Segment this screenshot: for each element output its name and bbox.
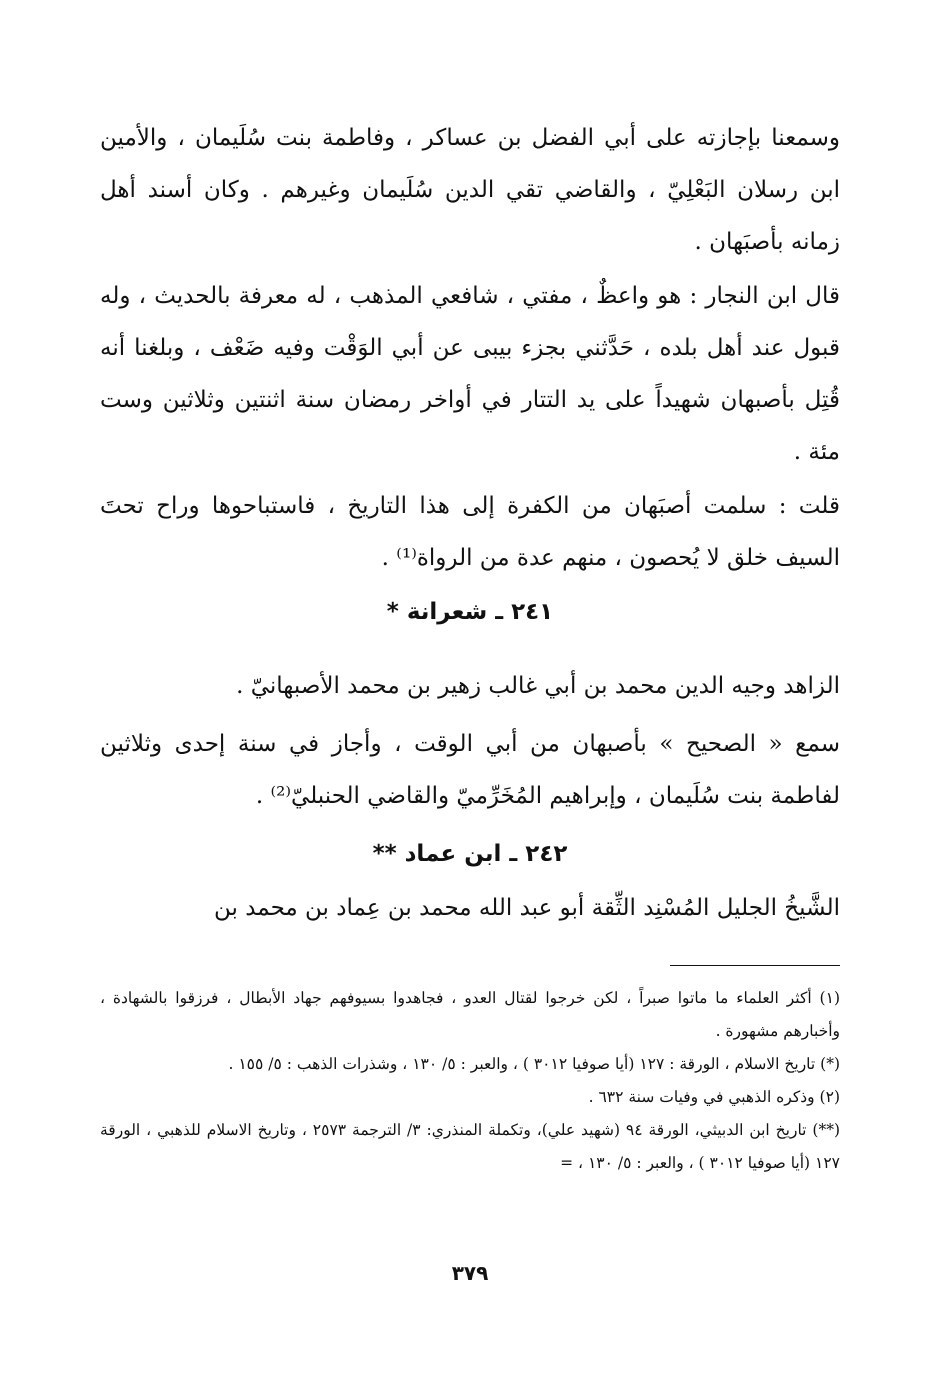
- paragraph-entry-241-name: الزاهد وجيه الدين محمد بن أبي غالب زهير بن محمد الأصبهانيّ .: [236, 673, 840, 699]
- entry-heading-241: ٢٤١ ـ شعرانة *: [386, 599, 554, 625]
- footnote-2: (٢) وذكره الذهبي في وفيات سنة ٦٣٢ .: [588, 1088, 840, 1106]
- footnote-separator: [670, 965, 840, 966]
- page-number: ٣٧٩: [451, 1261, 489, 1285]
- paragraph-entry-241-hearings: سمع « الصحيح » بأصبهان من أبي الوقت ، وأجاز في سنة إحدى وثلاثين لفاطمة بنت سُلَيمان ، وإبراهيم المُخَرِّميّ والقاضي الحنبليّ⁽²⁾ .: [100, 731, 840, 809]
- paragraph-ibn-najjar-quote: قال ابن النجار : هو واعظٌ ، مفتي ، شافعي المذهب ، له معرفة بالحديث ، وله قبول عند أهل بلده ، حَدَّثني بجزء بيبى عن أبي الوَقْت وفيه ضَعْف ، وبلغنا أنه قُتِل بأصبهان شهيداً على يد التتار في أواخر رمضان سنة اثنتين وثلاثين وست مئة .: [100, 283, 840, 465]
- footnote-star: (*) تاريخ الاسلام ، الورقة : ١٢٧ (أيا صوفيا ٣٠١٢ ) ، والعبر : ٥/ ١٣٠ ، وشذرات الذهب : ٥/ ١٥٥ .: [228, 1055, 840, 1073]
- footnotes-section: [100, 982, 840, 1180]
- entry-heading-242: ٢٤٢ ـ ابن عماد **: [372, 841, 568, 867]
- paragraph-hearings: وسمعنا بإجازته على أبي الفضل بن عساكر ، وفاطمة بنت سُلَيمان ، والأمين ابن رسلان البَعْلِيّ ، والقاضي تقي الدين سُلَيمان وغيرهم . وكان أسند أهل زمانه بأصبَهان .: [100, 125, 840, 255]
- paragraph-author-note: قلت : سلمت أصبَهان من الكفرة إلى هذا التاريخ ، فاستباحوها وراح تحتَ السيف خلق لا يُحصون ، منهم عدة من الرواة⁽¹⁾ .: [100, 493, 840, 571]
- footnote-1: (١) أكثر العلماء ما ماتوا صبراً ، لكن خرجوا لقتال العدو ، فجاهدوا بسيوفهم جهاد الأبطال ، فرزقوا بالشهادة ، وأخبارهم مشهورة .: [100, 989, 840, 1040]
- footnote-double-star: (**) تاريخ ابن الدبيثي، الورقة ٩٤ (شهيد علي)، وتكملة المنذري: ٣/ الترجمة ٢٥٧٣ ، وتاريخ الاسلام للذهبي ، الورقة ١٢٧ (أيا صوفيا ٣٠١٢ ) ، والعبر : ٥/ ١٣٠ ، =: [100, 1121, 840, 1172]
- paragraph-entry-242-name: الشَّيخُ الجليل المُسْنِد الثِّقة أبو عبد الله محمد بن عِماد بن محمد بن: [213, 895, 840, 921]
